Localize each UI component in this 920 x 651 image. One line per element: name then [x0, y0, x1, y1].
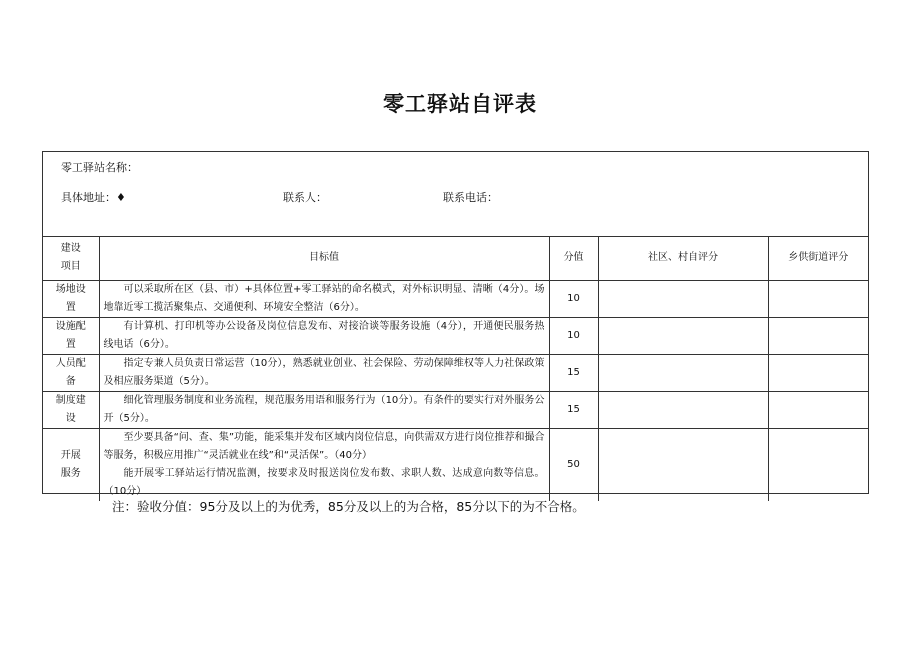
row-target: [99, 391, 549, 428]
community-score-cell[interactable]: [598, 428, 768, 501]
community-score-cell[interactable]: [598, 317, 768, 354]
phone-label: 联系电话：: [443, 191, 498, 204]
header-item-line1: 建设: [60, 242, 81, 254]
row-item-line2: 置: [65, 338, 76, 350]
community-score-cell[interactable]: [598, 354, 768, 391]
header-township-score: 乡供街道评分: [768, 236, 868, 280]
table-row: [43, 317, 868, 354]
row-item: [43, 354, 99, 391]
township-score-cell[interactable]: [768, 317, 868, 354]
address-label: 具体地址：♦: [61, 191, 126, 204]
header-row: [43, 236, 868, 280]
township-score-cell[interactable]: [768, 280, 868, 317]
station-info-section: [43, 152, 868, 237]
row-item-line2: 设: [65, 412, 76, 424]
table-row: [43, 280, 868, 317]
row-item: [43, 428, 99, 501]
community-score-cell[interactable]: [598, 391, 768, 428]
row-target-text: 能开展零工驿站运行情况监测，按要求及时报送岗位发布数、求职人数、达成意向数等信息。（10分）: [103, 467, 545, 497]
self-assessment-table: [42, 151, 869, 497]
row-item: [43, 317, 99, 354]
acceptance-note: 注：验收分值：95分及以上的为优秀，85分及以上的为合格，85分以下的为不合格。: [112, 499, 585, 514]
row-item-line2: 置: [65, 301, 76, 313]
row-target-text: 有计算机、打印机等办公设备及岗位信息发布、对接洽谈等服务设施（4分），开通便民服务热线电话（6分）。: [103, 320, 545, 350]
community-score-cell[interactable]: [598, 280, 768, 317]
row-score: 10: [549, 280, 598, 317]
row-item-line2: 服务: [60, 467, 81, 479]
table-row: [43, 354, 868, 391]
table-row: [43, 428, 868, 501]
township-score-cell[interactable]: [768, 391, 868, 428]
form-title: 零工驿站自评表: [383, 92, 537, 116]
row-item-line1: 制度建: [55, 394, 86, 406]
row-item-line2: 备: [65, 375, 76, 387]
row-score: 50: [549, 428, 598, 501]
row-score: 10: [549, 317, 598, 354]
station-name-label: 零工驿站名称：: [61, 161, 138, 174]
row-score: 15: [549, 391, 598, 428]
row-item: [43, 391, 99, 428]
row-target-text: 至少要具备“问、查、集”功能，能采集并发布区域内岗位信息，向供需双方进行岗位推荐和撮合等服务，积极应用推广“灵活就业在线”和“灵活保”。（40分）: [103, 431, 545, 461]
row-item-line1: 设施配: [55, 320, 86, 332]
row-target-text: 指定专兼人员负责日常运营（10分），熟悉就业创业、社会保险、劳动保障维权等人力社保政策及相应服务渠道（5分）。: [103, 357, 545, 387]
row-item: [43, 280, 99, 317]
township-score-cell[interactable]: [768, 354, 868, 391]
row-item-line1: 开展: [60, 449, 81, 461]
row-target: [99, 280, 549, 317]
scoring-grid: [43, 236, 868, 501]
row-target-text: 可以采取所在区（县、市）+具体位置+零工驿站的命名模式，对外标识明显、清晰（4分）。场地靠近零工揽活聚集点、交通便利、环境安全整洁（6分）。: [103, 283, 545, 313]
row-item-line1: 场地设: [55, 283, 86, 295]
contact-label: 联系人：: [283, 191, 327, 204]
row-target: [99, 317, 549, 354]
row-target-text: 细化管理服务制度和业务流程，规范服务用语和服务行为（10分）。有条件的要实行对外服务公开（5分）。: [103, 394, 545, 424]
header-item: [43, 236, 99, 280]
table-row: [43, 391, 868, 428]
row-target: [99, 354, 549, 391]
row-score: 15: [549, 354, 598, 391]
row-item-line1: 人员配: [55, 357, 86, 369]
header-item-line2: 项目: [60, 260, 81, 272]
header-community-score: 社区、村自评分: [598, 236, 768, 280]
township-score-cell[interactable]: [768, 428, 868, 501]
row-target: [99, 428, 549, 501]
header-score: 分值: [549, 236, 598, 280]
header-target: 目标值: [99, 236, 549, 280]
